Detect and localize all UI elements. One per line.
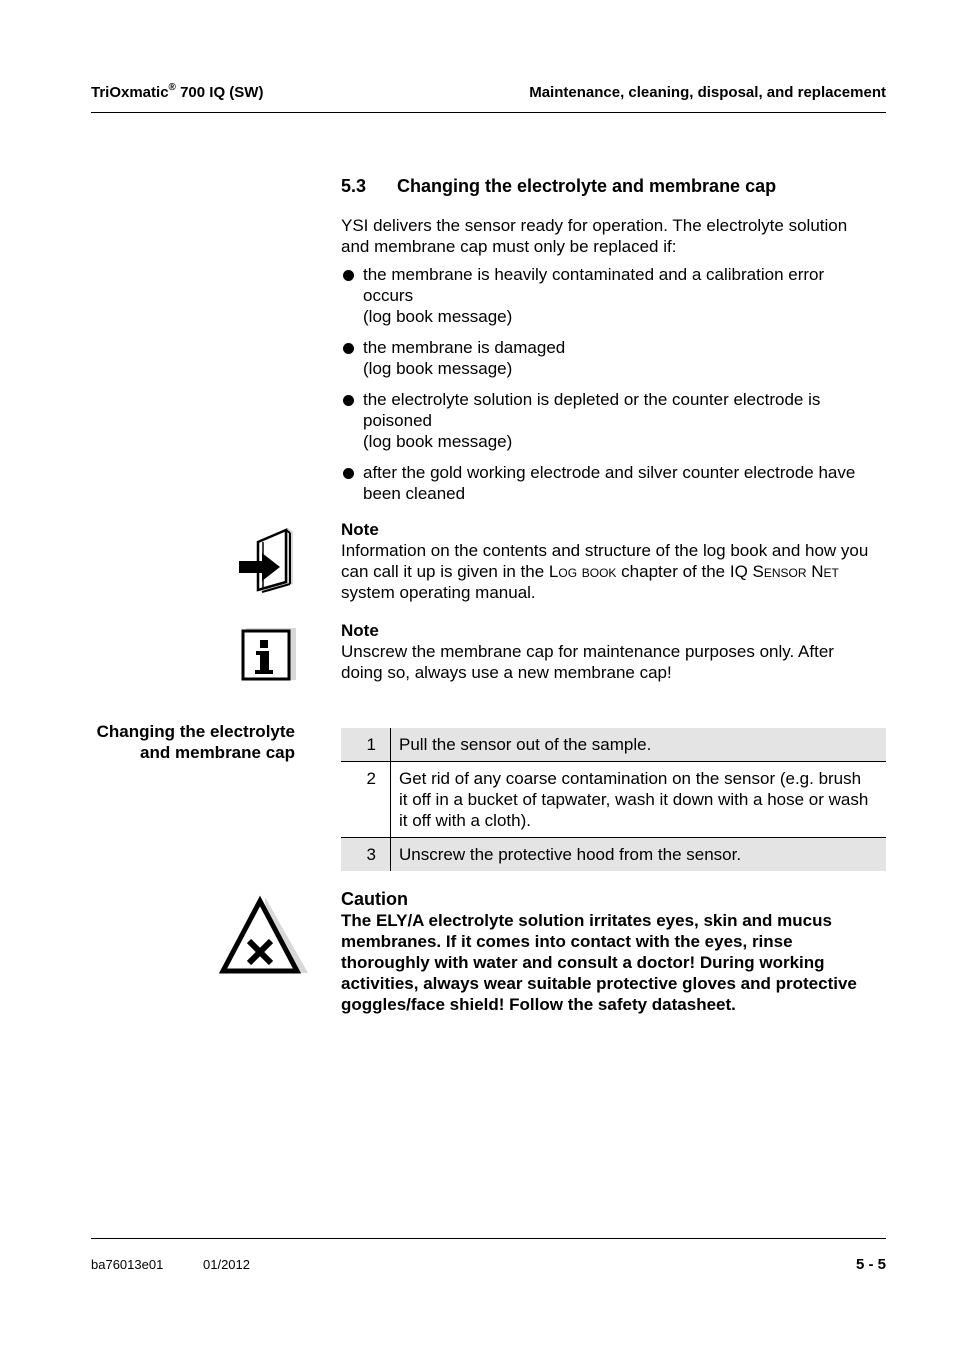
condition-list: [341, 264, 886, 514]
note-maintenance: [341, 620, 886, 683]
note-text-part: can call it up is given in the: [341, 562, 549, 581]
table-row: [341, 728, 886, 762]
caution-title: Caution: [341, 889, 408, 909]
list-item-text: (log book message): [363, 307, 513, 326]
page-number: 5 - 5: [855, 1256, 886, 1273]
info-icon: [240, 626, 298, 682]
step-number: 3: [341, 838, 391, 872]
step-text: Unscrew the protective hood from the sensor.: [391, 838, 887, 872]
list-item: [341, 264, 886, 327]
step-number: 2: [341, 762, 391, 838]
note-title: Note: [341, 621, 379, 640]
table-row: [341, 762, 886, 838]
registered-mark: ®: [168, 82, 176, 93]
section-heading: [341, 176, 776, 197]
side-label-line: Changing the electrolyte: [96, 722, 295, 741]
list-item-text: the membrane is heavily contaminated and a calibration error: [363, 265, 825, 284]
step-text-line: it off with a cloth).: [399, 811, 531, 830]
list-item-text: occurs: [363, 286, 414, 305]
step-text: [391, 762, 887, 838]
section-number: 5.3: [341, 176, 367, 196]
footer-rule: [91, 1238, 886, 1239]
note-text: doing so, always use a new membrane cap!: [341, 663, 672, 682]
running-header-product: [91, 84, 263, 101]
header-rule: [91, 112, 886, 113]
note-title: Note: [341, 520, 379, 539]
document-date: 01/2012: [203, 1257, 250, 1272]
list-item-text: been cleaned: [363, 484, 466, 503]
caution-line: goggles/face shield! Follow the safety datasheet.: [341, 995, 736, 1014]
bullet-icon: [343, 270, 354, 281]
note-reference: [341, 519, 886, 603]
step-text-line: it off in a bucket of tapwater, wash it down with a hose or wash: [399, 790, 869, 809]
list-item-text: (log book message): [363, 359, 513, 378]
step-text-line: Get rid of any coarse contamination on the sensor (e.g. brush: [399, 769, 862, 788]
system-name: Sensor Net: [752, 562, 839, 581]
list-item-text: after the gold working electrode and silver counter electrode have: [363, 463, 856, 482]
list-item-text: poisoned: [363, 411, 433, 430]
note-text-part: chapter of the IQ: [616, 562, 753, 581]
caution-line: activities, always wear suitable protective gloves and protective: [341, 974, 857, 993]
note-text: Unscrew the membrane cap for maintenance purposes only. After: [341, 642, 834, 661]
document-id: ba76013e01: [91, 1257, 164, 1272]
note-text: system operating manual.: [341, 583, 536, 602]
caution-line: thoroughly with water and consult a doctor! During working: [341, 953, 825, 972]
list-item-text: the membrane is damaged: [363, 338, 566, 357]
table-row: [341, 838, 886, 872]
caution-line: membranes. If it comes into contact with the eyes, rinse: [341, 932, 793, 951]
note-text: Information on the contents and structure of the log book and how you: [341, 541, 869, 560]
product-name: TriOxmatic: [91, 84, 169, 101]
caution-text: [341, 910, 886, 1015]
list-item: [341, 337, 886, 379]
intro-line: YSI delivers the sensor ready for operation. The electrolyte solution: [341, 216, 848, 235]
book-reference-icon: [236, 524, 298, 594]
running-header-chapter: Maintenance, cleaning, disposal, and replacement: [529, 84, 886, 101]
list-item-text: the electrolyte solution is depleted or the counter electrode is: [363, 390, 821, 409]
side-label-line: and membrane cap: [140, 743, 295, 762]
list-item-text: (log book message): [363, 432, 513, 451]
section-title: Changing the electrolyte and membrane cap: [397, 176, 777, 196]
bullet-icon: [343, 395, 354, 406]
list-item: [341, 462, 886, 504]
caution-line: The ELY/A electrolyte solution irritates eyes, skin and mucus: [341, 911, 832, 930]
manual-chapter-name: Log book: [548, 562, 617, 581]
intro-line: and membrane cap must only be replaced if:: [341, 237, 677, 256]
bullet-icon: [343, 343, 354, 354]
procedure-side-label: [91, 721, 295, 763]
step-number: 1: [341, 728, 391, 762]
note-text: [341, 561, 886, 582]
intro-paragraph: [341, 215, 886, 257]
bullet-icon: [343, 468, 354, 479]
procedure-steps-table: [341, 728, 886, 871]
product-model: 700 IQ (SW): [175, 84, 264, 101]
irritant-warning-icon: [218, 895, 308, 977]
list-item: [341, 389, 886, 452]
step-text: Pull the sensor out of the sample.: [391, 728, 887, 762]
